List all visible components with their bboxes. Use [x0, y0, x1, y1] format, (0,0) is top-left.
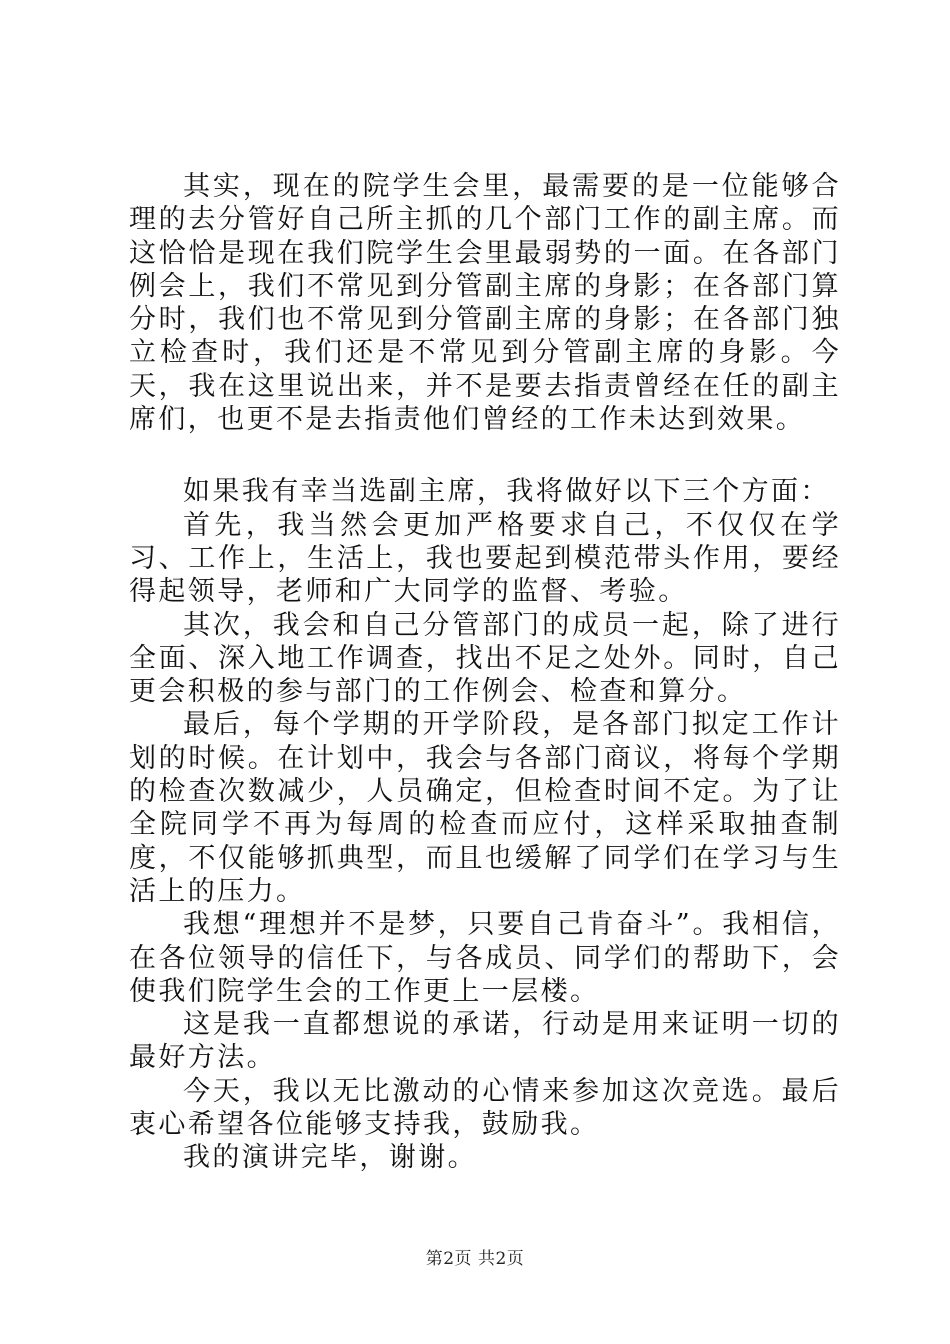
paragraph-9: 我的演讲完毕，谢谢。	[183, 1142, 477, 1174]
paragraph-4: 其次，我会和自己分管部门的成员一起，除了进行全面、深入地工作调查，找出不足之处外。同时，自己更会积极的参与部门的工作例会、检查和算分。	[129, 609, 841, 708]
paragraph-3: 首先，我当然会更加严格要求自己，不仅仅在学习、工作上，生活上，我也要起到模范带头作用，要经得起领导，老师和广大同学的监督、考验。	[129, 509, 841, 608]
paragraph-5: 最后，每个学期的开学阶段，是各部门拟定工作计划的时候。在计划中，我会与各部门商议，将每个学期的检查次数减少，人员确定，但检查时间不定。为了让全院同学不再为每周的检查而应付，这样采取抽查制度，不仅能够抓典型，而且也缓解了同学们在学习与生活上的压力。	[129, 709, 841, 907]
page-footer: 第2页 共2页	[425, 1249, 525, 1269]
paragraph-6: 我想“理想并不是梦，只要自己肯奋斗”。我相信，在各位领导的信任下，与各成员、同学们的帮助下，会使我们院学生会的工作更上一层楼。	[129, 909, 841, 1007]
document-body	[129, 170, 841, 1175]
paragraph-8: 今天，我以无比激动的心情来参加这次竞选。最后衷心希望各位能够支持我，鼓励我。	[129, 1075, 841, 1141]
paragraph-1: 其实，现在的院学生会里，最需要的是一位能够合理的去分管好自己所主抓的几个部门工作的副主席。而这恰恰是现在我们院学生会里最弱势的一面。在各部门例会上，我们不常见到分管副主席的身影；在各部门算分时，我们也不常见到分管副主席的身影；在各部门独立检查时，我们还是不常见到分管副主席的身影。今天，我在这里说出来，并不是要去指责曾经在任的副主席们，也更不是去指责他们曾经的工作未达到效果。	[129, 171, 841, 436]
paragraph-7: 这是我一直都想说的承诺，行动是用来证明一切的最好方法。	[129, 1009, 841, 1074]
paragraph-2: 如果我有幸当选副主席，我将做好以下三个方面：	[183, 476, 830, 508]
